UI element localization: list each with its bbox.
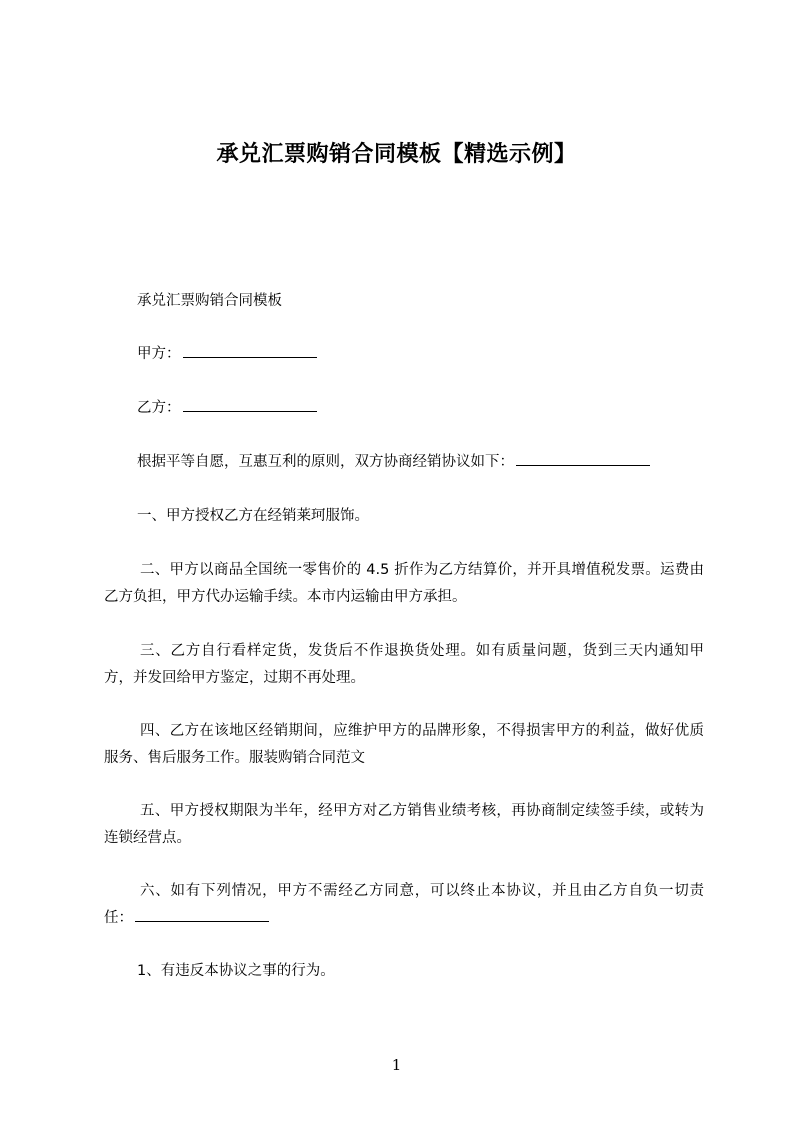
clause-2-text: 二、甲方以商品全国统一零售价的 4.5 折作为乙方结算价，并开具增值税发票。运费由乙方负担，甲方代办运输手续。本市内运输由甲方承担。 <box>104 562 704 605</box>
subtitle-text: 承兑汇票购销合同模板 <box>137 293 282 309</box>
party-a-blank <box>183 356 317 358</box>
clause-1-text: 一、甲方授权乙方在经销莱珂服饰。 <box>137 508 369 524</box>
party-a-label: 甲方： <box>137 346 181 362</box>
clause-6 <box>104 878 704 932</box>
clause-5 <box>104 798 704 852</box>
item-1-text: 1、有违反本协议之事的行为。 <box>137 963 335 979</box>
document-title: 承兑汇票购销合同模板【精选示例】 <box>216 142 577 167</box>
party-b-blank <box>183 410 317 412</box>
clause-4 <box>104 718 704 772</box>
party-a-line <box>137 341 737 368</box>
preamble-line <box>137 449 717 476</box>
preamble-text: 根据平等自愿，互惠互利的原则，双方协商经销协议如下： <box>137 454 514 470</box>
page-number: 1 <box>391 1056 402 1074</box>
item-1 <box>137 958 737 985</box>
clause-4-text: 四、乙方在该地区经销期间，应维护甲方的品牌形象，不得损害甲方的利益，做好优质服务、售后服务工作。服装购销合同范文 <box>104 723 704 766</box>
clause-1 <box>137 503 717 530</box>
clause-3-text: 三、乙方自行看样定货，发货后不作退换货处理。如有质量问题，货到三天内通知甲方，并发回给甲方鉴定，过期不再处理。 <box>104 643 704 686</box>
party-b-line <box>137 395 737 422</box>
preamble-blank <box>516 464 650 466</box>
clause-6-blank <box>135 920 269 922</box>
party-b-label: 乙方： <box>137 400 181 416</box>
clause-5-text: 五、甲方授权期限为半年，经甲方对乙方销售业绩考核，再协商制定续签手续，或转为连锁经营点。 <box>104 803 704 846</box>
clause-2 <box>104 557 704 611</box>
clause-6-text: 六、如有下列情况，甲方不需经乙方同意，可以终止本协议，并且由乙方自负一切责任： <box>104 883 704 926</box>
document-subtitle <box>137 288 737 315</box>
clause-3 <box>104 638 704 692</box>
